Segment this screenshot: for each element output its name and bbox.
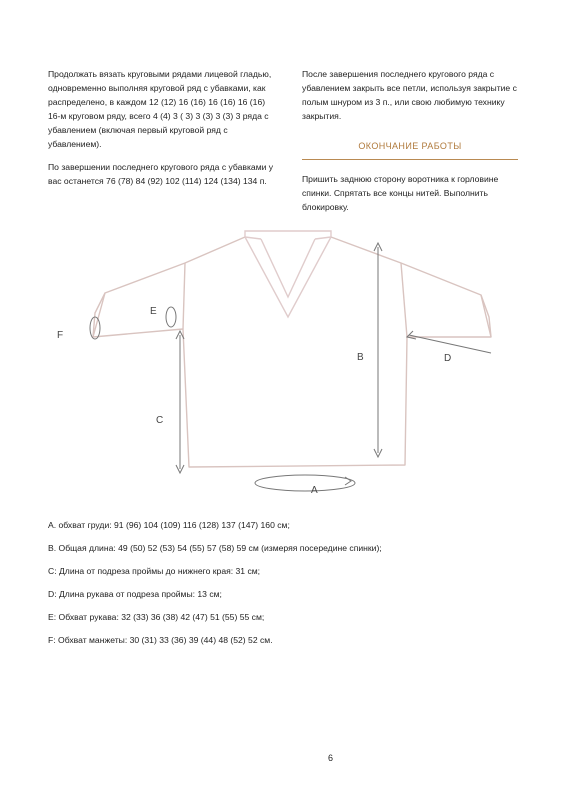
page-number: 6 <box>328 753 334 763</box>
label-a: A <box>311 485 318 496</box>
left-paragraph-1: Продолжать вязать круговыми рядами лицевой гладью, одновременно выполняя круговой ряд с убавками, как распределено, в каждом 12 (12) 16 (16) 16 (16) 16 (16) 16-м круговом ряду, всего 4 (4) 3 ( 3) 3 (3) 3 (3) 3 ряда с убавлением (включая первый круговой ряд с убавлением). <box>48 69 272 149</box>
measurement-e: E: Обхват рукава: 32 (33) 36 (38) 42 (47) 51 (55) 55 см; <box>48 612 265 622</box>
measurement-b: B. Общая длина: 49 (50) 52 (53) 54 (55) 57 (58) 59 см (измеряя посередине спинки); <box>48 543 382 553</box>
measurement-a: A. обхват груди: 91 (96) 104 (109) 116 (128) 137 (147) 160 см; <box>48 520 290 530</box>
label-d: D <box>444 353 452 364</box>
sweater-outline <box>93 237 491 467</box>
v-neck-collar <box>245 231 331 317</box>
right-paragraph-2: Пришить заднюю сторону воротника к горловине спинки. Спрятать все концы нитей. Выполнить блокировку. <box>302 174 499 212</box>
sweater-schematic-svg <box>45 225 515 505</box>
label-e: E <box>150 306 157 317</box>
measurement-arrows <box>90 243 491 491</box>
left-paragraph-2: По завершении последнего кругового ряда с убавками у вас останется 76 (78) 84 (92) 102 (114) 124 (134) 134 п. <box>48 162 274 186</box>
section-title: ОКОНЧАНИЕ РАБОТЫ <box>302 139 518 160</box>
label-b: B <box>357 352 364 363</box>
measurements-list <box>48 518 518 656</box>
right-paragraph-1: После завершения последнего кругового ряда с убавлением закрыть все петли, используя закрытие с полым шнуром из 3 п., или свою любимую технику закрытия. <box>302 69 517 121</box>
label-c: C <box>156 415 164 426</box>
measurement-c: C: Длина от подреза проймы до нижнего края: 31 см; <box>48 566 261 576</box>
right-column <box>302 67 524 223</box>
measurement-f: F: Обхват манжеты: 30 (31) 33 (36) 39 (44) 48 (52) 52 см. <box>48 635 273 645</box>
measurement-d: D: Длина рукава от подреза проймы: 13 см; <box>48 589 222 599</box>
label-f: F <box>57 330 64 341</box>
sweater-schematic <box>45 225 515 505</box>
left-column <box>48 67 276 197</box>
